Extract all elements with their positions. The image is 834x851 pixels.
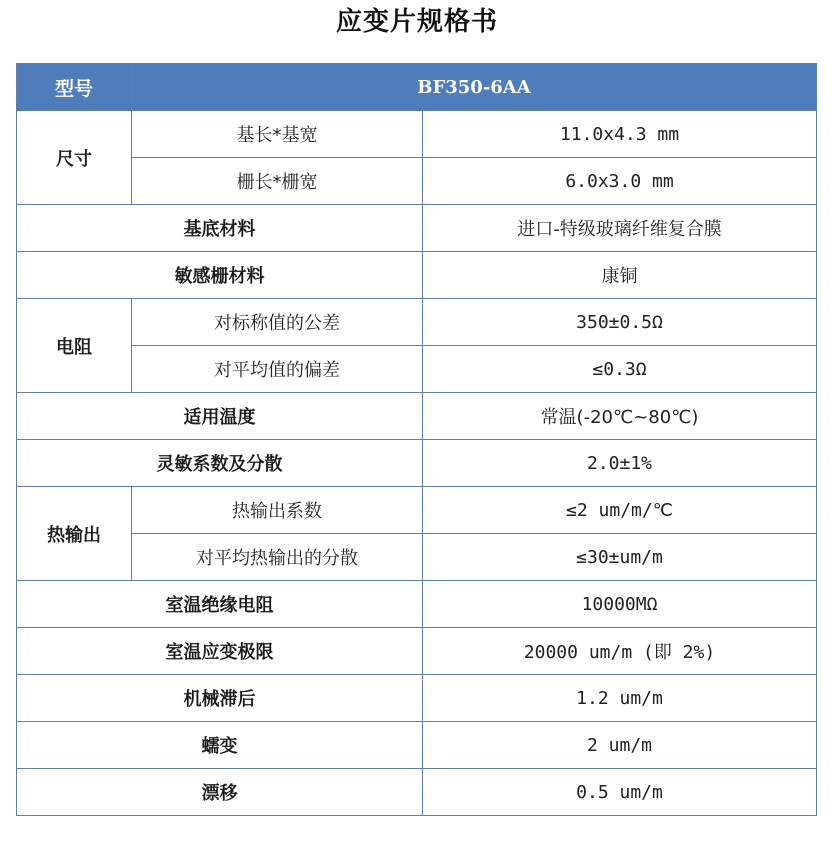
table-row: [17, 111, 817, 158]
drift-value: 0.5 um/m: [423, 769, 817, 816]
table-row: [17, 487, 817, 534]
table-row: [17, 534, 817, 581]
table-row: [17, 158, 817, 205]
hysteresis-value: 1.2 um/m: [423, 675, 817, 722]
table-row: [17, 346, 817, 393]
thermal-output-dispersion-value: ≤30±um/m: [423, 534, 817, 581]
nominal-tolerance-value: 350±0.5Ω: [423, 299, 817, 346]
creep-value: 2 um/m: [423, 722, 817, 769]
table-row: [17, 769, 817, 816]
thermal-output-coefficient-label: 热输出系数: [132, 487, 423, 534]
gauge-length-width-value: 11.0x4.3 mm: [423, 111, 817, 158]
table-header-row: [17, 64, 817, 111]
size-group-label: 尺寸: [17, 111, 132, 205]
nominal-tolerance-label: 对标称值的公差: [132, 299, 423, 346]
table-row: [17, 299, 817, 346]
spec-table: [16, 63, 817, 816]
temperature-value: 常温(-20℃~80℃): [423, 393, 817, 440]
resistance-group-label: 电阻: [17, 299, 132, 393]
gauge-length-width-label: 基长*基宽: [132, 111, 423, 158]
grid-material-label: 敏感栅材料: [17, 252, 423, 299]
substrate-label: 基底材料: [17, 205, 423, 252]
creep-label: 蠕变: [17, 722, 423, 769]
table-row: [17, 628, 817, 675]
thermal-output-dispersion-label: 对平均热输出的分散: [132, 534, 423, 581]
gauge-factor-value: 2.0±1%: [423, 440, 817, 487]
temperature-label: 适用温度: [17, 393, 423, 440]
substrate-value: 进口-特级玻璃纤维复合膜: [423, 205, 817, 252]
table-row: [17, 393, 817, 440]
insulation-value: 10000MΩ: [423, 581, 817, 628]
page-title: 应变片规格书: [335, 7, 498, 37]
model-value: BF350-6AA: [132, 64, 817, 111]
model-label: 型号: [17, 64, 132, 111]
hysteresis-label: 机械滞后: [17, 675, 423, 722]
table-row: [17, 722, 817, 769]
table-row: [17, 675, 817, 722]
grid-length-width-label: 栅长*栅宽: [132, 158, 423, 205]
average-deviation-value: ≤0.3Ω: [423, 346, 817, 393]
grid-material-value: 康铜: [423, 252, 817, 299]
insulation-label: 室温绝缘电阻: [17, 581, 423, 628]
table-row: [17, 581, 817, 628]
table-row: [17, 205, 817, 252]
average-deviation-label: 对平均值的偏差: [132, 346, 423, 393]
grid-length-width-value: 6.0x3.0 mm: [423, 158, 817, 205]
strain-limit-label: 室温应变极限: [17, 628, 423, 675]
strain-limit-value: 20000 um/m (即 2%): [423, 628, 817, 675]
thermal-output-group-label: 热输出: [17, 487, 132, 581]
drift-label: 漂移: [17, 769, 423, 816]
gauge-factor-label: 灵敏系数及分散: [17, 440, 423, 487]
thermal-output-coefficient-value: ≤2 um/m/℃: [423, 487, 817, 534]
table-row: [17, 252, 817, 299]
table-row: [17, 440, 817, 487]
